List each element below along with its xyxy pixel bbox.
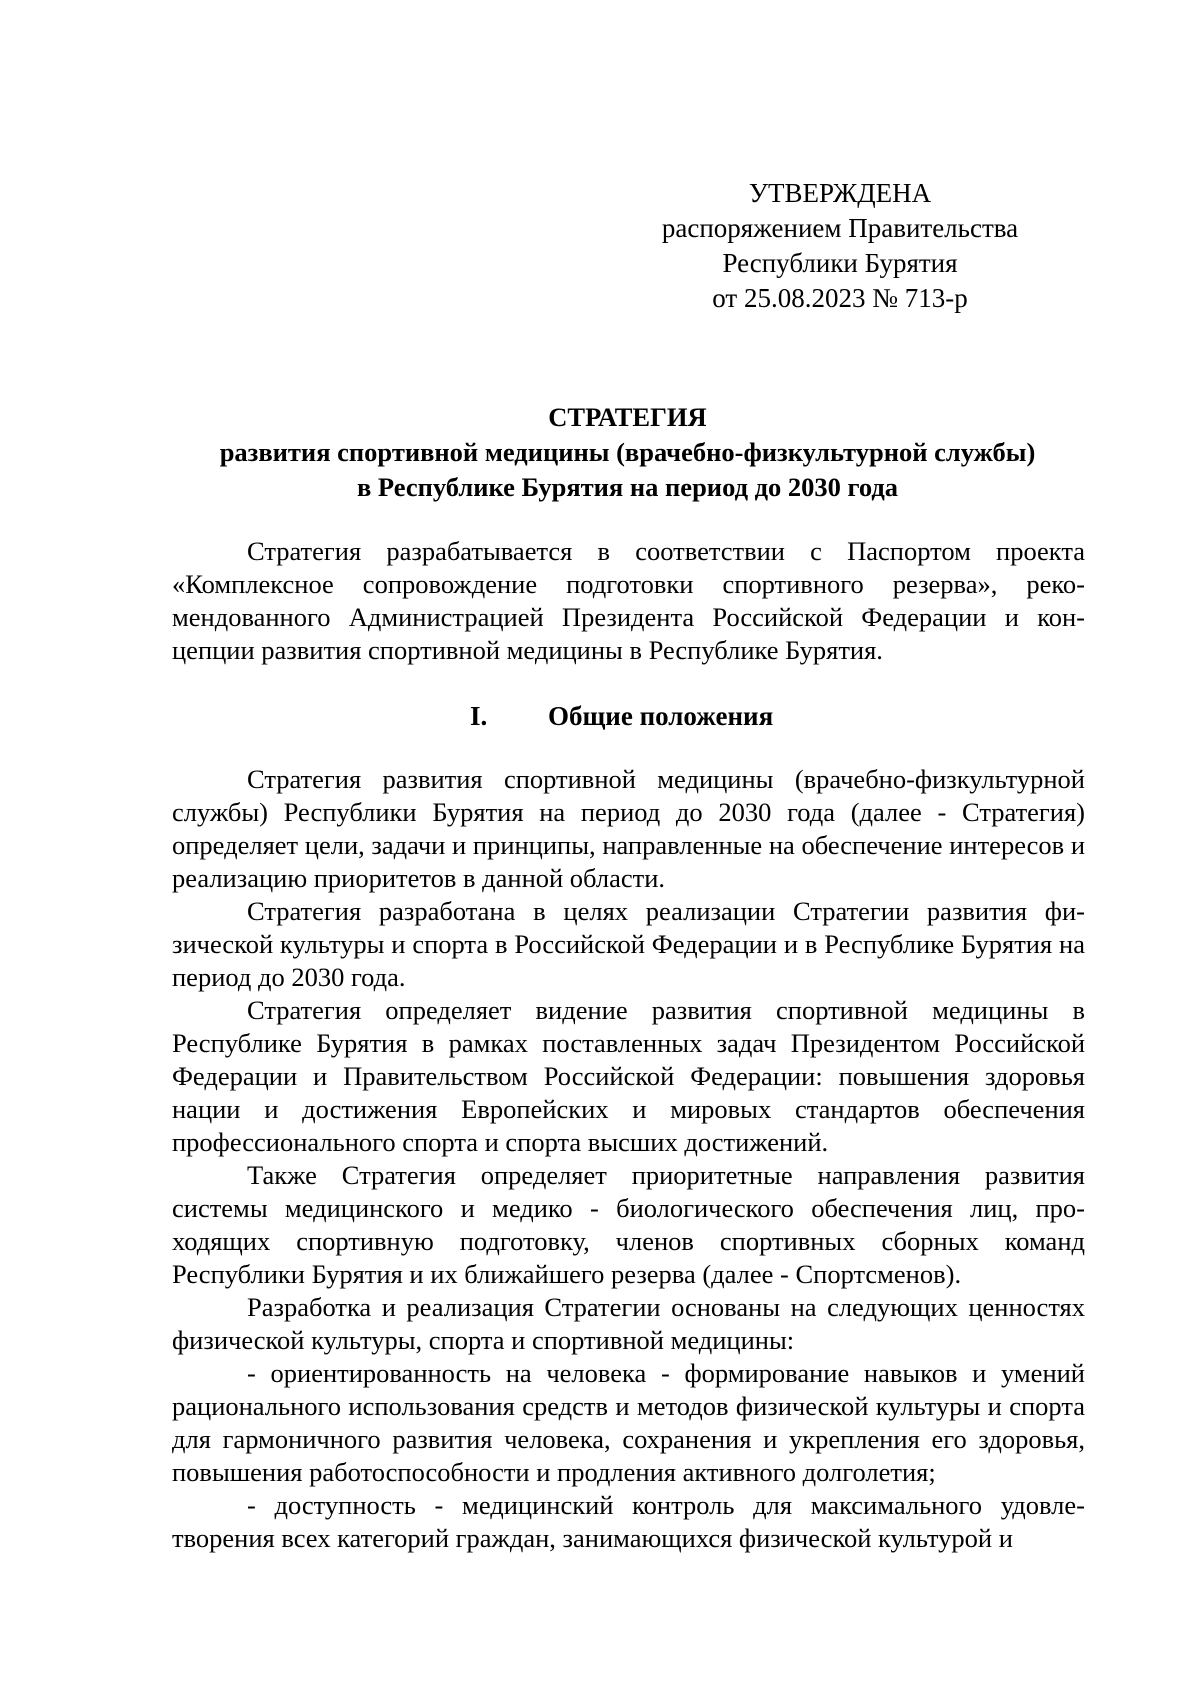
intro-text: [172, 535, 1085, 667]
body-paragraph: Стратегия определяет видение развития спортивной медицины в Республике Бурятия в рамках поставленных задач Президентом Российской Федерации и Правительством Российской Федерации: повышения здоровья нации и достижения Европейских и мировых стандартов обеспечения профессионального спорта и спорта высших достижений.: [172, 995, 1085, 1157]
approval-line-date-number: от 25.08.2023 № 713-р: [712, 283, 968, 313]
body-paragraph: Стратегия развития спортивной медицины (врачебно-физкультурной службы) Республики Бурятия на период до 2030 года (далее - Стратегия) определяет цели, задачи и принципы, направленные на обеспечение интересов и реализацию приоритетов в данной области.: [172, 764, 1085, 893]
list-item: - доступность - медицинский контроль для максимального удовлетворения всех категорий граждан, занимающихся физической культурой и: [172, 1490, 1085, 1553]
approval-line-approved: УТВЕРЖДЕНА: [748, 178, 932, 208]
title-line-region-period: в Республике Бурятия на период до 2030 года: [356, 472, 899, 502]
body-paragraph: Разработка и реализация Стратегии основаны на следующих ценностях физической культуры, спорта и спортивной медицины:: [172, 1292, 1085, 1355]
intro-paragraph: Стратегия разрабатывается в соответствии с Паспортом проекта «Комплексное сопровождение подготовки спортивного резерва», рекомендованного Администрацией Президента Российской Федерации и концепции развития спортивной медицины в Республике Бурятия.: [172, 536, 1085, 665]
approval-line-republic: Республики Бурятия: [722, 248, 958, 278]
title-line-strategy: СТРАТЕГИЯ: [548, 402, 707, 432]
body-paragraph: Также Стратегия определяет приоритетные направления развития системы медицинского и медико - биологического обеспечения лиц, проходящих спортивную подготовку, членов спортивных сборных команд Республики Бурятия и их ближайшего резерва (далее - Спортсменов).: [172, 1160, 1085, 1289]
section-heading: [470, 699, 773, 734]
approval-stamp: [640, 176, 1040, 316]
title-line-subject: развития спортивной медицины (врачебно-физкультурной службы): [219, 437, 1036, 467]
approval-line-order: распоряжением Правительства: [661, 213, 1019, 243]
section-title: Общие положения: [548, 701, 774, 731]
list-item: - ориентированность на человека - формирование навыков и умений рационального использования средств и методов физической культуры и спорта для гармоничного развития человека, сохранения и укрепления его здоровья, повышения работоспособности и продления активного долголетия;: [172, 1358, 1085, 1487]
document-title: [150, 400, 1105, 505]
body-paragraph: Стратегия разработана в целях реализации Стратегии развития физической культуры и спорта в Российской Федерации и в Республике Бурятия на период до 2030 года.: [172, 896, 1085, 992]
section-number: I.: [470, 701, 488, 731]
section-body: [172, 763, 1085, 1555]
